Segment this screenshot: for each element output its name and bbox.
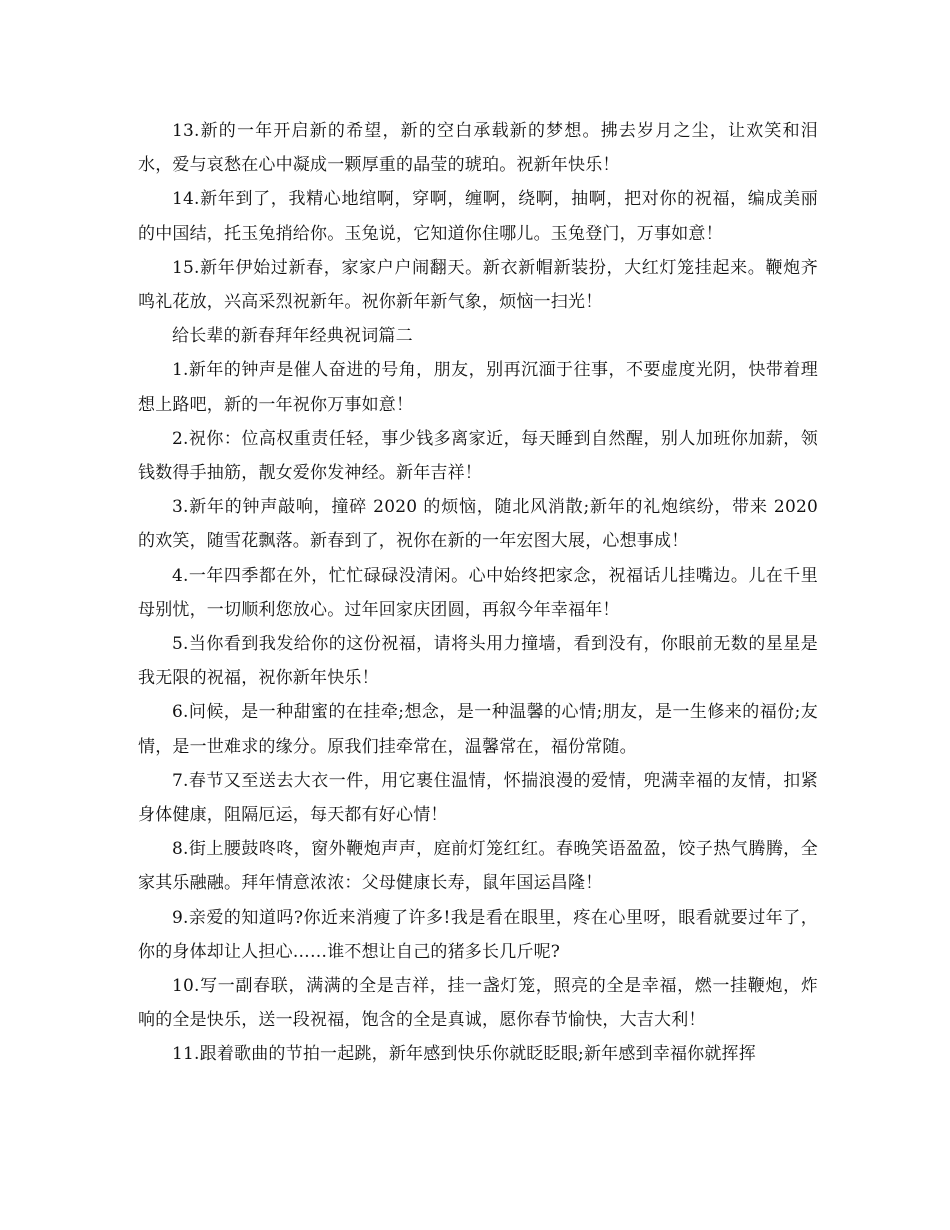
paragraph-10: 10.写一副春联，满满的全是吉祥，挂一盏灯笼，照亮的全是幸福，燃一挂鞭炮，炸响的全是快乐，送一段祝福，饱含的全是真诚，愿你春节愉快，大吉大利！ [138, 976, 818, 1031]
paragraph-14: 14.新年到了，我精心地绾啊，穿啊，缠啊，绕啊，抽啊，把对你的祝福，编成美丽的中国结，托玉兔捎给你。玉兔说，它知道你住哪儿。玉兔登门，万事如意！ [138, 189, 818, 244]
paragraph-11: 11.跟着歌曲的节拍一起跳，新年感到快乐你就眨眨眼;新年感到幸福你就挥挥 [172, 1044, 756, 1065]
paragraph-13: 13.新的一年开启新的希望，新的空白承载新的梦想。拂去岁月之尘，让欢笑和泪水，爱与哀愁在心中凝成一颗厚重的晶莹的琥珀。祝新年快乐！ [138, 121, 818, 176]
paragraph-9: 9.亲爱的知道吗?你近来消瘦了许多!我是看在眼里，疼在心里呀，眼看就要过年了，你的身体却让人担心……谁不想让自己的猪多长几斤呢? [138, 907, 818, 962]
paragraph-1: 1.新年的钟声是催人奋进的号角，朋友，别再沉湎于往事，不要虚度光阴，快带着理想上路吧，新的一年祝你万事如意！ [138, 360, 818, 415]
paragraph-6: 6.问候，是一种甜蜜的在挂牵;想念，是一种温馨的心情;朋友，是一生修来的福份;友情，是一世难求的缘分。原我们挂牵常在，温馨常在，福份常随。 [138, 702, 818, 757]
paragraph-8: 8.街上腰鼓咚咚，窗外鞭炮声声，庭前灯笼红红。春晚笑语盈盈，饺子热气腾腾，全家其乐融融。拜年情意浓浓：父母健康长寿，鼠年国运昌隆！ [138, 839, 818, 894]
document-body [138, 114, 818, 1072]
paragraph-3: 3.新年的钟声敲响，撞碎 2020 的烦恼，随北风消散;新年的礼炮缤纷，带来 2020 的欢笑，随雪花飘落。新春到了，祝你在新的一年宏图大展，心想事成！ [138, 497, 818, 552]
paragraph-4: 4.一年四季都在外，忙忙碌碌没清闲。心中始终把家念，祝福话儿挂嘴边。儿在千里母别忧，一切顺利您放心。过年回家庆团圆，再叙今年幸福年！ [138, 565, 818, 620]
paragraph-2: 2.祝你：位高权重责任轻，事少钱多离家近，每天睡到自然醒，别人加班你加薪，领钱数得手抽筋，靓女爱你发神经。新年吉祥！ [138, 428, 818, 484]
section-heading: 给长辈的新春拜年经典祝词篇二 [172, 326, 413, 347]
paragraph-7: 7.春节又至送去大衣一件，用它裹住温情，怀揣浪漫的爱情，兜满幸福的友情，扣紧身体健康，阻隔厄运，每天都有好心情！ [138, 770, 818, 826]
paragraph-5: 5.当你看到我发给你的这份祝福，请将头用力撞墙，看到没有，你眼前无数的星星是我无限的祝福，祝你新年快乐！ [138, 634, 818, 689]
paragraph-15: 15.新年伊始过新春，家家户户闹翻天。新衣新帽新装扮，大红灯笼挂起来。鞭炮齐鸣礼花放，兴高采烈祝新年。祝你新年新气象，烦恼一扫光！ [138, 257, 818, 313]
